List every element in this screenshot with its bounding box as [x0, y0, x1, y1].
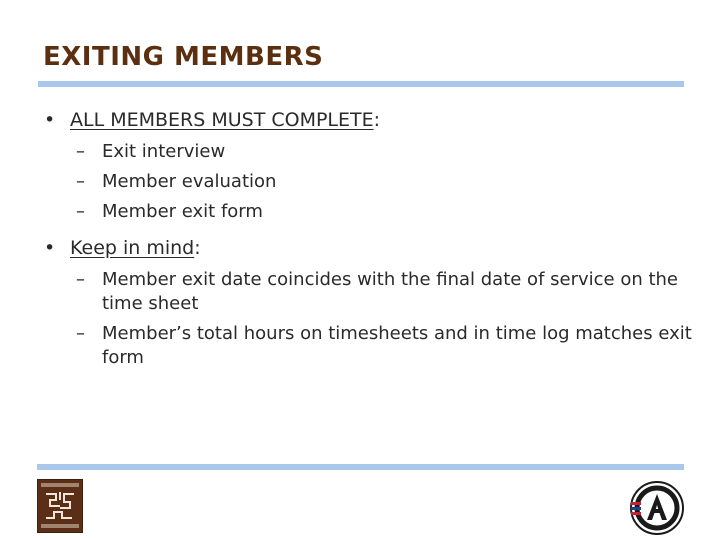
sub-item	[76, 322, 694, 370]
bullet-heading: ALL MEMBERS MUST COMPLETE	[70, 109, 374, 131]
dash-glyph: –	[76, 201, 85, 222]
sub-item	[76, 170, 694, 194]
bullet	[44, 234, 694, 262]
sub-item-text: Member exit date coincides with the final date of service on the time sheet	[102, 269, 679, 314]
americorps-seal-icon	[629, 480, 685, 536]
footer-divider	[37, 464, 684, 470]
dash-glyph: –	[76, 323, 85, 344]
bullet-suffix: :	[373, 109, 381, 131]
bullet	[44, 106, 694, 134]
bullet-dot: •	[44, 109, 56, 131]
massachusetts-service-alliance-logo	[37, 479, 83, 533]
sub-item-text: Member’s total hours on timesheets and in time log matches exit form	[102, 323, 692, 368]
msa-emblem-icon	[38, 480, 82, 532]
bullet-dot: •	[44, 237, 56, 259]
dash-glyph: –	[76, 171, 85, 192]
sub-item-text: Member exit form	[102, 201, 263, 222]
dash-glyph: –	[76, 269, 85, 290]
bullet-heading: Keep in mind	[70, 237, 195, 259]
sub-item-text: Member evaluation	[102, 171, 277, 192]
sub-item	[76, 200, 694, 224]
slide-title: EXITING MEMBERS	[43, 42, 324, 72]
title-divider	[38, 81, 684, 87]
section-must-complete	[44, 106, 694, 224]
dash-glyph: –	[76, 141, 85, 162]
sub-item	[76, 140, 694, 164]
slide-content	[44, 106, 694, 380]
sub-item	[76, 268, 694, 316]
section-keep-in-mind	[44, 234, 694, 370]
bullet-suffix: :	[194, 237, 201, 259]
sub-item-text: Exit interview	[102, 141, 226, 162]
americorps-logo	[629, 480, 685, 536]
